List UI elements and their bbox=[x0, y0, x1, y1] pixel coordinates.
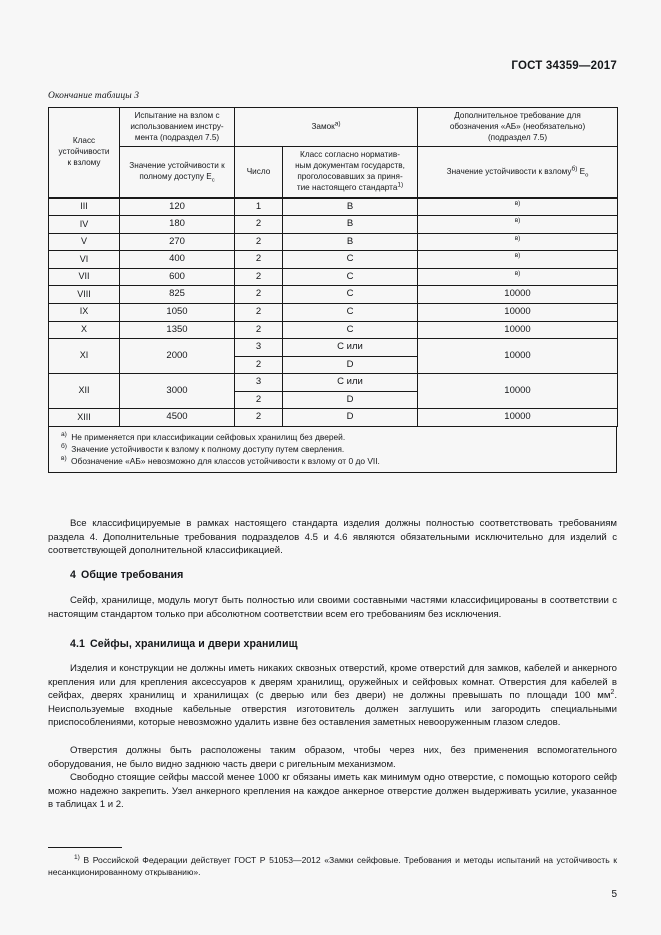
page-footnote: $^{1)}$ В Российской Федерации действует ГОСТ Р 51053—2012 «Замки сейфовые. Требования и методы испытаний на устойчивость к несанкционированному открыванию». bbox=[48, 854, 617, 877]
header-class: Класс устойчивости к взлому bbox=[49, 108, 120, 198]
table-footnotes bbox=[48, 427, 617, 474]
cell-lock-class: B bbox=[283, 233, 418, 251]
footnote-ref-a: а) bbox=[334, 120, 341, 128]
cell-eo-value bbox=[418, 233, 618, 251]
header-lock-class: Класс согласно норматив- ным документам государств, проголосовавших за приня- тие настоящего стандарта$^{1)}$ bbox=[283, 147, 418, 198]
cell-lock-class: C или bbox=[283, 374, 418, 392]
cell-resistance-class: IX bbox=[49, 303, 120, 321]
cell-lock-count: 2 bbox=[235, 409, 283, 427]
cell-ec-value: 270 bbox=[120, 233, 235, 251]
cell-lock-class: B bbox=[283, 216, 418, 234]
cell-ec-value: 600 bbox=[120, 268, 235, 286]
cell-lock-count: 2 bbox=[235, 356, 283, 374]
cell-ec-value: 2000 bbox=[120, 339, 235, 374]
cell-eo-value bbox=[418, 251, 618, 269]
cell-lock-class: D bbox=[283, 391, 418, 409]
cell-eo-value: 10000 bbox=[418, 321, 618, 339]
cell-lock-count: 3 bbox=[235, 339, 283, 357]
superscript-square: 2 bbox=[610, 688, 615, 696]
footnote-ref-v: в) bbox=[514, 269, 521, 277]
table-row bbox=[49, 233, 618, 251]
table-footnote-marker: в) bbox=[61, 455, 67, 463]
cell-eo-value bbox=[418, 216, 618, 234]
cell-lock-count: 2 bbox=[235, 391, 283, 409]
page-number: 5 bbox=[611, 889, 617, 900]
table-footnote-item: $^{в)}$ Обозначение «АБ» невозможно для классов устойчивости к взлому от 0 до VII. bbox=[61, 455, 380, 467]
cell-lock-count: 2 bbox=[235, 286, 283, 304]
header-eo-value: Значение устойчивости к взлому$^{б)}$ $E_o$ bbox=[418, 147, 618, 198]
table-footnote-marker: б) bbox=[61, 443, 67, 451]
cell-lock-class: C bbox=[283, 251, 418, 269]
cell-eo-value: 10000 bbox=[418, 374, 618, 409]
table-row bbox=[49, 303, 618, 321]
table-row bbox=[49, 409, 618, 427]
cell-resistance-class: IV bbox=[49, 216, 120, 234]
cell-ec-value: 180 bbox=[120, 216, 235, 234]
running-head: ГОСТ 34359—2017 bbox=[511, 60, 617, 72]
cell-lock-count: 2 bbox=[235, 233, 283, 251]
cell-eo-value bbox=[418, 268, 618, 286]
table-row bbox=[49, 286, 618, 304]
footnote-marker-1: 1) bbox=[74, 854, 80, 862]
cell-lock-class: C bbox=[283, 303, 418, 321]
heading-4-1: 4.1 Сейфы, хранилища и двери хранилищ bbox=[70, 638, 298, 650]
cell-lock-count: 2 bbox=[235, 268, 283, 286]
cell-lock-class: C bbox=[283, 286, 418, 304]
para-4-1-c: Свободно стоящие сейфы массой менее 1000 кг обязаны иметь как минимум одно отверстие, с помощью которого сейф можно надежно закрепить. Узел анкерного крепления на каждое анкерное отверстие должен выдерживать усилие, указанное в таблицах 1 и 2. bbox=[48, 772, 617, 811]
table-3-continuation bbox=[48, 107, 617, 473]
cell-eo-value: 10000 bbox=[418, 286, 618, 304]
classification-table bbox=[48, 107, 618, 427]
cell-ec-value: 4500 bbox=[120, 409, 235, 427]
cell-resistance-class: XII bbox=[49, 374, 120, 409]
cell-eo-value: 10000 bbox=[418, 339, 618, 374]
para-section-4-intro: Сейф, хранилище, модуль могут быть полностью или своими составными частями классифицированы в соответствии с настоящим стандартом только при абсолютном соответствии всем его требованиям без исключения. bbox=[48, 595, 617, 620]
cell-resistance-class: XI bbox=[49, 339, 120, 374]
cell-lock-count: 3 bbox=[235, 374, 283, 392]
cell-ec-value: 120 bbox=[120, 198, 235, 216]
table-footnote-item: $^{б)}$ Значение устойчивости к взлому к полному доступу путем сверления. bbox=[61, 443, 345, 454]
cell-ec-value: 400 bbox=[120, 251, 235, 269]
cell-resistance-class: XIII bbox=[49, 409, 120, 427]
header-ab-requirement: Дополнительное требование для обозначения «АБ» (необязательно) (подраздел 7.5) bbox=[418, 108, 618, 147]
footnote-separator bbox=[48, 847, 122, 848]
cell-eo-value bbox=[418, 198, 618, 216]
cell-ec-value: 3000 bbox=[120, 374, 235, 409]
cell-resistance-class: III bbox=[49, 198, 120, 216]
header-lock-group: Замок$^{а)}$ bbox=[235, 108, 418, 147]
cell-ec-value: 1350 bbox=[120, 321, 235, 339]
footnote-ref-v: в) bbox=[514, 252, 521, 260]
cell-resistance-class: VI bbox=[49, 251, 120, 269]
cell-lock-count: 2 bbox=[235, 216, 283, 234]
cell-lock-class: C или bbox=[283, 339, 418, 357]
cell-resistance-class: VIII bbox=[49, 286, 120, 304]
footnote-ref-v: в) bbox=[514, 199, 521, 207]
cell-resistance-class: V bbox=[49, 233, 120, 251]
table-row bbox=[49, 321, 618, 339]
table-row bbox=[49, 268, 618, 286]
cell-ec-value: 825 bbox=[120, 286, 235, 304]
table-row bbox=[49, 251, 618, 269]
table-footnote-marker: а) bbox=[61, 430, 67, 438]
table-footnote-item: $^{а)}$ Не применяется при классификации сейфовых хранилищ без дверей. bbox=[61, 430, 346, 442]
cell-lock-class: B bbox=[283, 198, 418, 216]
footnote-ref-1: 1) bbox=[397, 181, 404, 189]
table-row bbox=[49, 198, 618, 216]
cell-lock-count: 2 bbox=[235, 321, 283, 339]
table-row bbox=[49, 216, 618, 234]
para-after-table: Все классифицируемые в рамках настоящего стандарта изделия должны полностью соответствовать требованиям раздела 4. Дополнительные требования подразделов 4.5 и 4.6 являются обязательными исключительно для изделий с соответствующей дополнительной классификацией. bbox=[48, 518, 617, 557]
table-caption: Окончание таблицы 3 bbox=[48, 91, 140, 101]
cell-lock-count: 1 bbox=[235, 198, 283, 216]
cell-lock-class: C bbox=[283, 321, 418, 339]
cell-ec-value: 1050 bbox=[120, 303, 235, 321]
footnote-ref-v: в) bbox=[514, 234, 521, 242]
cell-eo-value: 10000 bbox=[418, 409, 618, 427]
cell-lock-class: C bbox=[283, 268, 418, 286]
cell-resistance-class: X bbox=[49, 321, 120, 339]
cell-lock-count: 2 bbox=[235, 251, 283, 269]
table-body bbox=[49, 198, 618, 426]
cell-lock-count: 2 bbox=[235, 303, 283, 321]
table-header-row-1 bbox=[49, 108, 618, 147]
header-tool-attack: Испытание на взлом с использованием инстру- мента (подраздел 7.5) bbox=[120, 108, 235, 147]
table-row bbox=[49, 339, 618, 357]
cell-lock-class: D bbox=[283, 409, 418, 427]
para-4-1-a: Изделия и конструкции не должны иметь никаких сквозных отверстий, кроме отверстий для замков, кабелей и анкерного крепления или для крепления аксессуаров к дверям хранилищ, оружейных и сейфовых комнат. Отверстия для кабелей в сейфах, дверях хранилищ и хранилищах (с дверью или без двери) не должны превышать по площади 100 $мм^2$. Неиспользуемые входные кабельные отверстия изготовитель должен заглушить или загородить специальными приспособлениями, которые невозможно удалить извне без оставления заметных невооруженным глазом следов. bbox=[48, 663, 617, 729]
heading-4: 4 Общие требования bbox=[70, 569, 184, 581]
cell-eo-value: 10000 bbox=[418, 303, 618, 321]
header-lock-count: Число bbox=[235, 147, 283, 198]
cell-lock-class: D bbox=[283, 356, 418, 374]
footnote-ref-b: б) bbox=[571, 164, 578, 172]
header-ec-value: Значение устойчивости к полному доступу $E_c$ bbox=[120, 147, 235, 198]
footnote-ref-v: в) bbox=[514, 217, 521, 225]
para-4-1-b: Отверстия должны быть расположены таким образом, чтобы через них, без применения вспомогательного оборудования, не было видно заднюю часть двери с ригельным механизмом. bbox=[48, 745, 617, 770]
cell-resistance-class: VII bbox=[49, 268, 120, 286]
table-header-row-2 bbox=[49, 147, 618, 198]
table-row bbox=[49, 374, 618, 392]
